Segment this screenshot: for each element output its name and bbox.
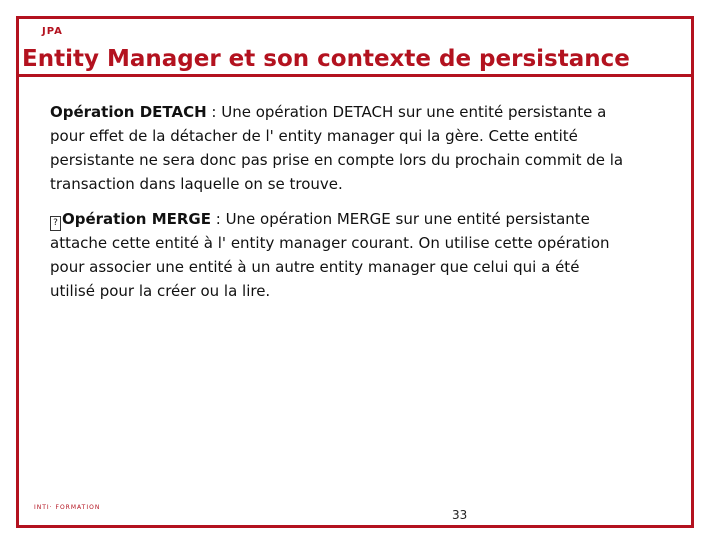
page-number: 33: [452, 508, 468, 522]
text-detach: : Une opération DETACH sur une entité persistante a pour effet de la détacher de l' entity manager qui la gère. Cette entité persistante ne sera donc pas prise en compte lors du prochain commit de la transaction dans laquelle on se trouve.: [50, 103, 624, 193]
text-merge: : Une opération MERGE sur une entité persistante attache cette entité à l' entity manager courant. On utilise cette opération pour associer une entité à un autre entity manager que celui qui a été utilisé pour la créer ou la lire.: [50, 210, 610, 300]
header-divider: [16, 74, 694, 77]
paragraph-merge: [50, 207, 625, 303]
term-merge: Opération MERGE: [62, 210, 211, 228]
missing-glyph-icon: ?: [50, 216, 61, 231]
paragraph-detach: [50, 100, 625, 196]
section-tag: JPA: [42, 26, 63, 37]
footer-brand: INTI· FORMATION: [34, 504, 101, 511]
page-title: Entity Manager et son contexte de persistance: [22, 46, 630, 72]
term-detach: Opération DETACH: [50, 103, 207, 121]
